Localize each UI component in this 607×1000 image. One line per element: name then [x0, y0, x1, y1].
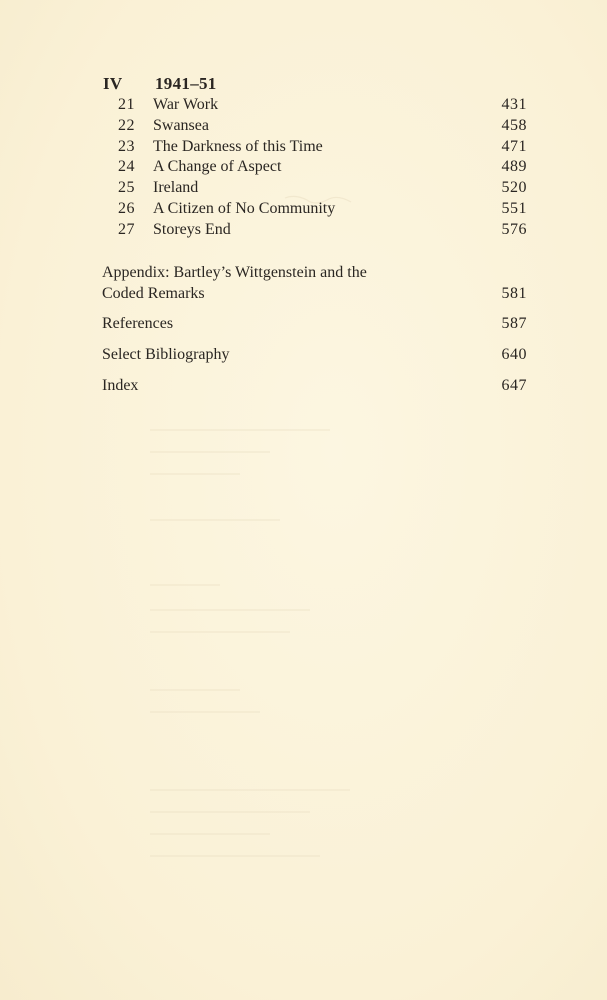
chapter-page: 471: [501, 137, 527, 155]
appendix-page: 581: [501, 285, 527, 302]
chapter-list: [0, 95, 607, 241]
index-page: 647: [501, 377, 527, 394]
part-numeral: IV: [103, 74, 123, 93]
chapter-title: War Work: [153, 96, 219, 113]
appendix-title-line2: Coded Remarks: [102, 285, 205, 302]
chapter-number: 23: [118, 137, 135, 155]
part-heading: [103, 74, 217, 94]
chapter-title: Storeys End: [153, 220, 231, 238]
chapter-row: [0, 199, 607, 220]
chapter-row: [0, 220, 607, 241]
chapter-page: 489: [501, 158, 527, 176]
bibliography-entry: [0, 344, 607, 365]
chapter-number: 27: [118, 220, 135, 238]
bibliography-title: Select Bibliography: [102, 346, 230, 363]
chapter-page: 458: [501, 116, 527, 134]
chapter-title: A Change of Aspect: [153, 158, 282, 176]
references-title: References: [102, 315, 174, 332]
appendix-title-line1: Appendix: Bartley’s Wittgenstein and the: [102, 264, 367, 281]
chapter-title: The Darkness of this Time: [153, 137, 323, 155]
index-title: Index: [102, 377, 139, 394]
chapter-title: A Citizen of No Community: [153, 199, 336, 217]
chapter-page: 520: [501, 179, 527, 197]
chapter-number: 25: [118, 179, 135, 197]
appendix-title: [102, 262, 422, 304]
bibliography-page: 640: [501, 346, 527, 363]
chapter-title: Swansea: [153, 116, 209, 134]
chapter-page: 431: [501, 96, 527, 113]
chapter-page: 576: [501, 220, 527, 238]
part-years: 1941–51: [155, 74, 217, 93]
chapter-number: 24: [118, 158, 135, 176]
appendix-entry: [0, 262, 607, 304]
chapter-title: Ireland: [153, 179, 199, 197]
index-entry: [0, 375, 607, 396]
chapter-row: [0, 95, 607, 116]
references-page: 587: [501, 315, 527, 332]
chapter-number: 21: [118, 96, 135, 113]
chapter-page: 551: [501, 199, 527, 217]
chapter-row: [0, 116, 607, 137]
chapter-row: [0, 137, 607, 158]
chapter-number: 26: [118, 199, 135, 217]
chapter-number: 22: [118, 116, 135, 134]
chapter-row: [0, 157, 607, 178]
references-entry: [0, 313, 607, 334]
chapter-row: [0, 178, 607, 199]
